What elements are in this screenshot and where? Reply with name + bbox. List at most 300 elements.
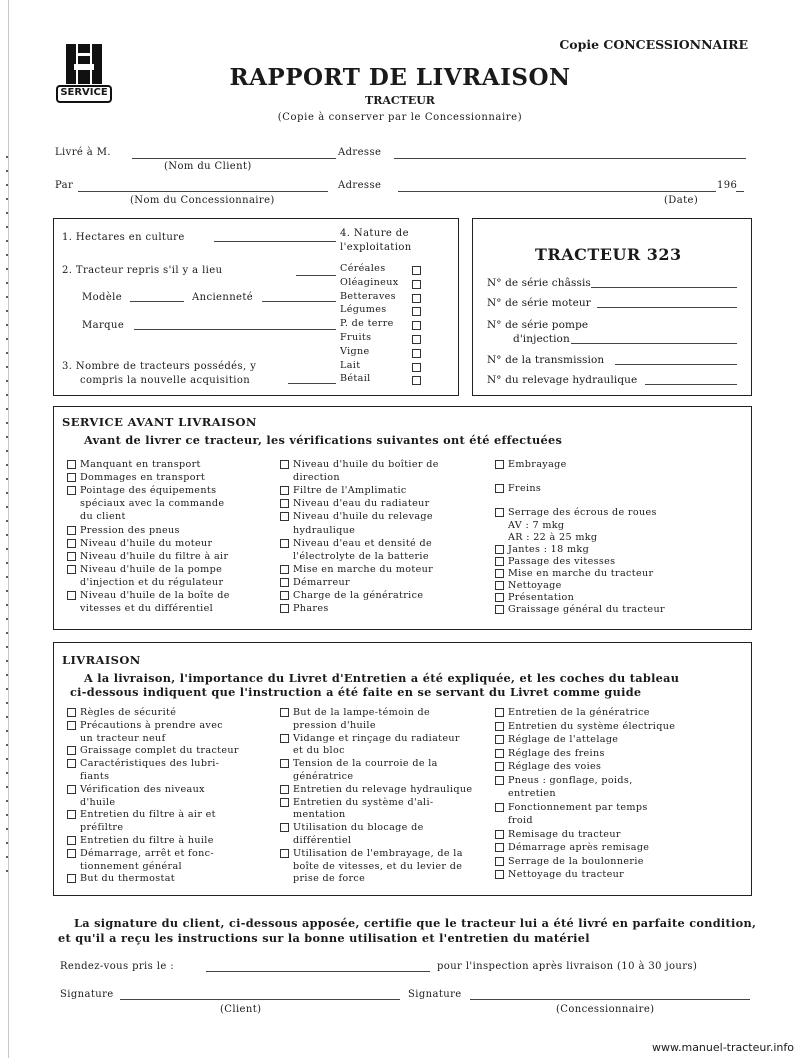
checklist-item[interactable] — [67, 873, 175, 886]
checklist-item[interactable] — [280, 603, 329, 616]
crop-checkbox[interactable] — [412, 280, 421, 289]
copy-note: (Copie à conserver par le Concessionnaire) — [277, 112, 523, 123]
logo-text: SERVICE — [60, 87, 108, 98]
checklist-item-continuation — [67, 733, 165, 746]
checklist-item[interactable] — [495, 707, 650, 720]
checkbox[interactable] — [495, 843, 504, 852]
crop-item[interactable] — [340, 373, 422, 386]
checkbox[interactable] — [67, 552, 76, 561]
checklist-item-label: Niveau d'huile du relevage — [293, 511, 433, 523]
checklist-item-label: Mise en marche du moteur — [293, 563, 434, 575]
modele-label: Modèle — [82, 292, 123, 303]
checklist-item-continuation — [280, 472, 340, 485]
page-title: RAPPORT DE LIVRAISON — [229, 64, 571, 91]
checklist-item-label: l'électrolyte de la batterie — [293, 550, 429, 562]
service-heading: SERVICE AVANT LIVRAISON — [62, 415, 257, 429]
checkbox[interactable] — [67, 591, 76, 600]
checklist-item[interactable] — [280, 797, 433, 810]
checklist-item-label: Réglage des voies — [508, 761, 602, 772]
checklist-item-label: d'injection et du régulateur — [80, 576, 224, 588]
relevage-label: N° du relevage hydraulique — [487, 374, 638, 386]
checklist-item[interactable] — [67, 525, 180, 538]
checklist-item[interactable] — [495, 842, 649, 855]
checklist-item[interactable] — [280, 459, 439, 472]
crop-label: Légumes — [340, 304, 387, 316]
crop-checkbox[interactable] — [412, 307, 421, 316]
nombre-label-1: 3. Nombre de tracteurs possédés, y — [62, 361, 257, 372]
checkbox[interactable] — [280, 499, 289, 508]
checkbox[interactable] — [280, 486, 289, 495]
checkbox[interactable] — [280, 759, 289, 768]
checkbox[interactable] — [280, 734, 289, 743]
checkbox[interactable] — [67, 486, 76, 495]
year-field[interactable] — [736, 191, 744, 192]
crop-item[interactable] — [340, 277, 422, 290]
checklist-item-label: But du thermostat — [80, 873, 175, 885]
checklist-item-continuation — [280, 771, 353, 784]
checkbox[interactable] — [495, 830, 504, 839]
checkbox[interactable] — [67, 836, 76, 845]
checkbox[interactable] — [67, 874, 76, 883]
crop-label: Betteraves — [340, 290, 396, 302]
checklist-item-continuation — [495, 788, 556, 801]
serie-chassis-field[interactable] — [591, 287, 737, 288]
crop-checkbox[interactable] — [412, 266, 421, 275]
checklist-item-label: un tracteur neuf — [80, 732, 166, 744]
checklist-item[interactable] — [495, 580, 562, 593]
checklist-item-label: Niveau d'huile de la boîte de — [80, 590, 230, 601]
checklist-item-label: hydraulique — [293, 524, 356, 536]
crop-item[interactable] — [340, 346, 422, 359]
checkbox[interactable] — [495, 460, 504, 469]
checklist-item-continuation — [280, 861, 462, 874]
checkbox[interactable] — [495, 557, 504, 566]
checklist-item-label: Niveau d'huile du moteur — [80, 537, 213, 549]
checklist-item-label: Niveau d'eau et densité de — [293, 537, 432, 549]
checkbox[interactable] — [280, 823, 289, 832]
checklist-item[interactable] — [67, 472, 205, 485]
checkbox[interactable] — [67, 746, 76, 755]
checklist-item-label: Précautions à prendre avec — [80, 719, 223, 731]
checklist-item[interactable] — [495, 856, 644, 869]
hectares-label: 1. Hectares en culture — [62, 232, 185, 243]
checkbox[interactable] — [495, 569, 504, 578]
checkbox[interactable] — [67, 849, 76, 858]
checklist-item-label: d'huile — [80, 796, 116, 808]
checklist-item-label: spéciaux avec la commande — [80, 498, 225, 510]
checklist-item-continuation — [280, 551, 429, 564]
client-signature-label: Signature — [60, 989, 114, 1000]
checkbox[interactable] — [67, 759, 76, 768]
checklist-item-label: froid — [508, 815, 533, 826]
checkbox[interactable] — [495, 803, 504, 812]
date-caption: (Date) — [664, 195, 699, 206]
checklist-item[interactable] — [280, 733, 460, 746]
client-signature-field[interactable] — [120, 999, 400, 1000]
copy-label: Copie CONCESSIONNAIRE — [559, 37, 748, 52]
checklist-item-label: entretien — [508, 788, 556, 799]
crop-checkbox[interactable] — [412, 321, 421, 330]
checklist-item[interactable] — [67, 459, 201, 472]
checklist-item-continuation — [495, 471, 508, 484]
checklist-item-continuation — [67, 603, 213, 616]
checklist-item-label: pression d'huile — [293, 719, 376, 731]
checkbox[interactable] — [280, 604, 289, 613]
checklist-item-label: AR : 22 à 25 mkg — [508, 531, 598, 543]
checklist-item-label: Freins — [508, 483, 542, 495]
crop-item[interactable] — [340, 304, 422, 317]
checklist-item[interactable] — [495, 544, 589, 557]
anciennete-label: Ancienneté — [192, 292, 254, 303]
checklist-item-continuation — [67, 771, 109, 784]
checklist-item[interactable] — [280, 538, 432, 551]
tracteur-title: TRACTEUR 323 — [535, 245, 682, 264]
checklist-item[interactable] — [67, 538, 212, 551]
checklist-item[interactable] — [280, 707, 430, 720]
checklist-item-label: Niveau d'huile du filtre à air — [80, 550, 229, 562]
checklist-item-continuation — [280, 809, 346, 822]
exploitation-label: l'exploitation — [340, 242, 412, 253]
hectares-field[interactable] — [214, 241, 336, 242]
checklist-item-label: Phares — [293, 603, 329, 615]
checklist-item-label: Entretien de la génératrice — [508, 707, 650, 718]
checklist-item-label: Utilisation du blocage de — [293, 822, 424, 834]
checklist-item-label: génératrice — [293, 771, 354, 782]
checklist-item-label: boîte de vitesses, et du levier de — [293, 860, 463, 872]
repris-label: 2. Tracteur repris s'il y a lieu — [62, 265, 223, 276]
transmission-label: N° de la transmission — [487, 354, 605, 366]
crop-item[interactable] — [340, 263, 422, 276]
address2-label: Adresse — [338, 180, 382, 191]
checkbox[interactable] — [67, 721, 76, 730]
crop-checkbox[interactable] — [412, 294, 421, 303]
checklist-item[interactable] — [280, 848, 463, 861]
checklist-item-continuation — [280, 720, 376, 733]
checklist-item-label: fiants — [80, 771, 110, 782]
checkbox[interactable] — [280, 539, 289, 548]
checkbox[interactable] — [495, 545, 504, 554]
checklist-item-label: Manquant en transport — [80, 459, 201, 470]
checklist-item-continuation — [495, 532, 597, 545]
checkbox[interactable] — [280, 565, 289, 574]
delivered-to-label: Livré à M. — [55, 147, 111, 158]
checklist-item[interactable] — [280, 590, 423, 603]
serie-pompe-field[interactable] — [571, 343, 737, 344]
checklist-item-label: Fonctionnement par temps — [508, 801, 648, 813]
checklist-item[interactable] — [67, 551, 228, 564]
checklist-item-continuation — [67, 577, 223, 590]
certification-line-2: et qu'il a reçu les instructions sur la bonne utilisation et l'entretien du matériel — [58, 931, 590, 945]
checklist-item[interactable] — [67, 758, 219, 771]
checkbox[interactable] — [280, 591, 289, 600]
checklist-item-label: différentiel — [293, 835, 352, 846]
crop-checkbox[interactable] — [412, 349, 421, 358]
checklist-item[interactable] — [67, 745, 239, 758]
checklist-item-continuation — [67, 498, 224, 511]
checklist-item[interactable] — [495, 761, 601, 774]
exploitation-box — [53, 218, 459, 396]
checkbox[interactable] — [67, 785, 76, 794]
checklist-item-label: Entretien du filtre à huile — [80, 835, 214, 846]
binding-perforations — [5, 150, 9, 880]
checklist-item-label: Règles de sécurité — [80, 707, 177, 718]
checklist-item[interactable] — [280, 784, 472, 797]
checklist-item-label: Graissage complet du tracteur — [80, 745, 239, 757]
crop-label: Bétail — [340, 373, 371, 385]
checklist-item[interactable] — [67, 835, 214, 848]
checklist-item-label: Tension de la courroie de la — [293, 758, 438, 770]
checklist-item[interactable] — [67, 809, 216, 822]
checklist-item-label: Embrayage — [508, 459, 567, 470]
crop-checkbox[interactable] — [412, 363, 421, 372]
checklist-item-label: mentation — [293, 809, 346, 821]
dealer-address-field[interactable] — [398, 191, 716, 192]
checklist-item-continuation — [495, 520, 564, 533]
checklist-item-continuation — [280, 525, 355, 538]
checklist-item-label: Filtre de l'Amplimatic — [293, 485, 407, 497]
checklist-item[interactable] — [495, 592, 574, 605]
checkbox[interactable] — [67, 473, 76, 482]
checkbox[interactable] — [495, 708, 504, 717]
certification-line-1: La signature du client, ci-dessous apposée, certifie que le tracteur lui a été livré en parfaite condition, — [74, 916, 757, 930]
checklist-item[interactable] — [280, 577, 350, 590]
crop-item[interactable] — [340, 318, 422, 331]
checklist-item-label: Dommages en transport — [80, 472, 206, 484]
checklist-item[interactable] — [495, 869, 624, 882]
checklist-item[interactable] — [495, 829, 621, 842]
checklist-item-label: Serrage des écrous de roues — [508, 507, 657, 519]
repris-field[interactable] — [296, 275, 336, 276]
checklist-item[interactable] — [280, 758, 438, 771]
checklist-item[interactable] — [67, 848, 214, 861]
checklist-item-label: Démarrage après remisage — [508, 842, 650, 853]
checkbox[interactable] — [67, 565, 76, 574]
crop-item[interactable] — [340, 332, 422, 345]
injection-label: d'injection — [513, 333, 570, 345]
checklist-item-continuation — [280, 835, 351, 848]
address-label: Adresse — [338, 147, 382, 158]
checklist-item[interactable] — [495, 459, 567, 472]
checklist-item-continuation — [495, 495, 508, 508]
checkbox[interactable] — [280, 460, 289, 469]
rdv-date-field[interactable] — [206, 971, 430, 972]
checklist-item-label: direction — [293, 472, 340, 484]
checkbox[interactable] — [280, 708, 289, 717]
checklist-item-label: Mise en marche du tracteur — [508, 567, 654, 579]
service-intro: Avant de livrer ce tracteur, les vérifications suivantes ont été effectuées — [84, 433, 563, 447]
nombre-field[interactable] — [288, 383, 336, 384]
transmission-field[interactable] — [615, 364, 737, 365]
crop-item[interactable] — [340, 291, 422, 304]
checkbox[interactable] — [67, 460, 76, 469]
crop-item[interactable] — [340, 360, 422, 373]
checklist-item-label: Nettoyage du tracteur — [508, 869, 625, 880]
checklist-item[interactable] — [495, 507, 657, 520]
checklist-item[interactable] — [280, 822, 424, 835]
checkbox[interactable] — [280, 849, 289, 858]
checklist-item-label: But de la lampe-témoin de — [293, 707, 431, 718]
checklist-item-continuation — [67, 797, 115, 810]
checklist-item-label: Caractéristiques des lubri- — [80, 758, 220, 770]
checklist-item-label: Vidange et rinçage du radiateur — [293, 732, 460, 744]
checklist-item[interactable] — [280, 564, 433, 577]
checklist-item-label: Pneus : gonflage, poids, — [508, 774, 633, 786]
checkbox[interactable] — [495, 762, 504, 771]
checkbox[interactable] — [495, 749, 504, 758]
checklist-item-label: et du bloc — [293, 745, 345, 757]
checklist-item[interactable] — [495, 568, 653, 581]
crop-label: Lait — [340, 359, 361, 371]
dealer-name-field[interactable] — [78, 191, 328, 192]
checklist-item[interactable] — [495, 721, 675, 734]
checklist-item-label: Réglage des freins — [508, 747, 605, 759]
checklist-item[interactable] — [67, 564, 222, 577]
checklist-item-continuation — [67, 822, 123, 835]
checklist-item-continuation — [67, 861, 182, 874]
checklist-item-label: vitesses et du différentiel — [80, 603, 214, 615]
checklist-item-continuation — [280, 873, 365, 886]
checklist-item-label: Présentation — [508, 592, 575, 604]
dealer-caption: (Concessionnaire) — [556, 1004, 655, 1015]
checklist-item-label: préfiltre — [80, 822, 124, 834]
checkbox[interactable] — [67, 708, 76, 717]
livraison-intro-2: ci-dessous indiquent que l'instruction a été faite en se servant du Livret comme guide — [70, 685, 642, 699]
checklist-item-label: Charge de la génératrice — [293, 590, 424, 601]
checkbox[interactable] — [280, 512, 289, 521]
checklist-item-label: Remisage du tracteur — [508, 828, 621, 840]
checkbox[interactable] — [495, 593, 504, 602]
checklist-item-label: Entretien du système d'ali- — [293, 796, 434, 808]
checklist-item-continuation — [67, 511, 126, 524]
crop-label: Céréales — [340, 263, 386, 274]
relevage-field[interactable] — [645, 384, 737, 385]
checklist-item-label: Serrage de la boulonnerie — [508, 855, 644, 867]
checklist-item-label: Réglage de l'attelage — [508, 734, 619, 745]
checkbox[interactable] — [495, 722, 504, 731]
checklist-item-label: Vérification des niveaux — [80, 783, 205, 795]
rdv-after-label: pour l'inspection après livraison (10 à 30 jours) — [437, 961, 698, 972]
checkbox[interactable] — [67, 526, 76, 535]
checklist-item-label: prise de force — [293, 873, 366, 885]
marque-field[interactable] — [134, 329, 336, 330]
crop-checkbox[interactable] — [412, 335, 421, 344]
checklist-item[interactable] — [495, 556, 615, 569]
checklist-item-label: Entretien du filtre à air et — [80, 809, 216, 821]
checklist-item[interactable] — [280, 511, 433, 524]
source-url: www.manuel-tracteur.info — [652, 1041, 794, 1054]
checklist-item-label: Pointage des équipements — [80, 485, 217, 497]
checkbox[interactable] — [280, 785, 289, 794]
checklist-item[interactable] — [280, 485, 407, 498]
checkbox[interactable] — [495, 508, 504, 517]
checklist-item-label: Pression des pneus — [80, 524, 180, 536]
checklist-item[interactable] — [67, 784, 205, 797]
modele-field[interactable] — [130, 301, 184, 302]
checkbox[interactable] — [67, 810, 76, 819]
nombre-label-2: compris la nouvelle acquisition — [80, 375, 251, 386]
checklist-item-label: AV : 7 mkg — [508, 519, 565, 531]
checklist-item[interactable] — [495, 734, 618, 747]
checklist-item-label: Démarreur — [293, 576, 350, 588]
checklist-item[interactable] — [67, 485, 216, 498]
checkbox[interactable] — [495, 776, 504, 785]
checklist-item[interactable] — [67, 707, 176, 720]
livraison-box — [53, 642, 752, 896]
tracteur-box — [472, 218, 752, 396]
service-box — [53, 406, 752, 630]
checklist-item-label: Passage des vitesses — [508, 555, 616, 567]
dealer-name-caption: (Nom du Concessionnaire) — [130, 195, 275, 206]
checklist-item-label: Jantes : 18 mkg — [508, 543, 590, 555]
crop-label: Fruits — [340, 332, 372, 343]
client-address-field[interactable] — [394, 158, 746, 159]
checklist-item-label: Graissage général du tracteur — [508, 604, 665, 616]
dealer-signature-label: Signature — [408, 989, 462, 1000]
checklist-item-label: Nettoyage — [508, 580, 562, 591]
checkbox[interactable] — [495, 857, 504, 866]
checkbox[interactable] — [495, 870, 504, 879]
crop-label: P. de terre — [340, 318, 394, 330]
checkbox[interactable] — [495, 605, 504, 614]
checklist-item-label: Entretien du système électrique — [508, 720, 676, 732]
page-subtitle: TRACTEUR — [365, 94, 435, 107]
checkbox[interactable] — [280, 578, 289, 587]
client-caption: (Client) — [220, 1004, 262, 1015]
checklist-item-continuation — [280, 745, 345, 758]
checklist-item[interactable] — [495, 748, 605, 761]
checklist-item[interactable] — [280, 498, 430, 511]
checklist-item[interactable] — [495, 604, 665, 617]
client-name-field[interactable] — [132, 158, 336, 159]
marque-label: Marque — [82, 320, 125, 331]
checklist-item-label: Niveau d'huile de la pompe — [80, 563, 223, 575]
year-label: 196 — [717, 180, 738, 191]
checkbox[interactable] — [495, 484, 504, 493]
checkbox[interactable] — [280, 798, 289, 807]
livraison-heading: LIVRAISON — [62, 653, 141, 667]
serie-chassis-label: N° de série châssis — [487, 277, 591, 289]
checklist-item-continuation — [495, 815, 533, 828]
client-name-caption: (Nom du Client) — [164, 161, 252, 172]
by-label: Par — [55, 180, 74, 191]
crop-label: Oléagineux — [340, 276, 399, 288]
checklist-item-label: Démarrage, arrêt et fonc- — [80, 847, 214, 859]
crop-label: Vigne — [340, 345, 370, 357]
checklist-item-label: Entretien du relevage hydraulique — [293, 783, 473, 795]
checklist-item[interactable] — [495, 775, 633, 788]
checklist-item-label: tionnement général — [80, 860, 182, 872]
checklist-item-label: Niveau d'huile du boîtier de — [293, 459, 439, 470]
crop-checkbox[interactable] — [412, 376, 421, 385]
livraison-intro-1: A la livraison, l'importance du Livret d'Entretien a été expliquée, et les coches du tableau — [84, 671, 680, 685]
serie-moteur-field[interactable] — [597, 307, 737, 308]
serie-pompe-label: N° de série pompe — [487, 319, 589, 331]
serie-moteur-label: N° de série moteur — [487, 297, 591, 309]
checklist-item-label: Niveau d'eau du radiateur — [293, 498, 430, 510]
checklist-item[interactable] — [495, 483, 541, 496]
checkbox[interactable] — [67, 539, 76, 548]
rdv-label: Rendez-vous pris le : — [60, 961, 175, 972]
checklist-item[interactable] — [67, 720, 223, 733]
checkbox[interactable] — [495, 735, 504, 744]
checklist-item[interactable] — [495, 802, 648, 815]
checklist-item[interactable] — [67, 590, 230, 603]
checklist-item-label: du client — [80, 511, 126, 523]
checkbox[interactable] — [495, 581, 504, 590]
checklist-item-label: Utilisation de l'embrayage, de la — [293, 847, 463, 859]
anciennete-field[interactable] — [262, 301, 336, 302]
dealer-signature-field[interactable] — [470, 999, 750, 1000]
